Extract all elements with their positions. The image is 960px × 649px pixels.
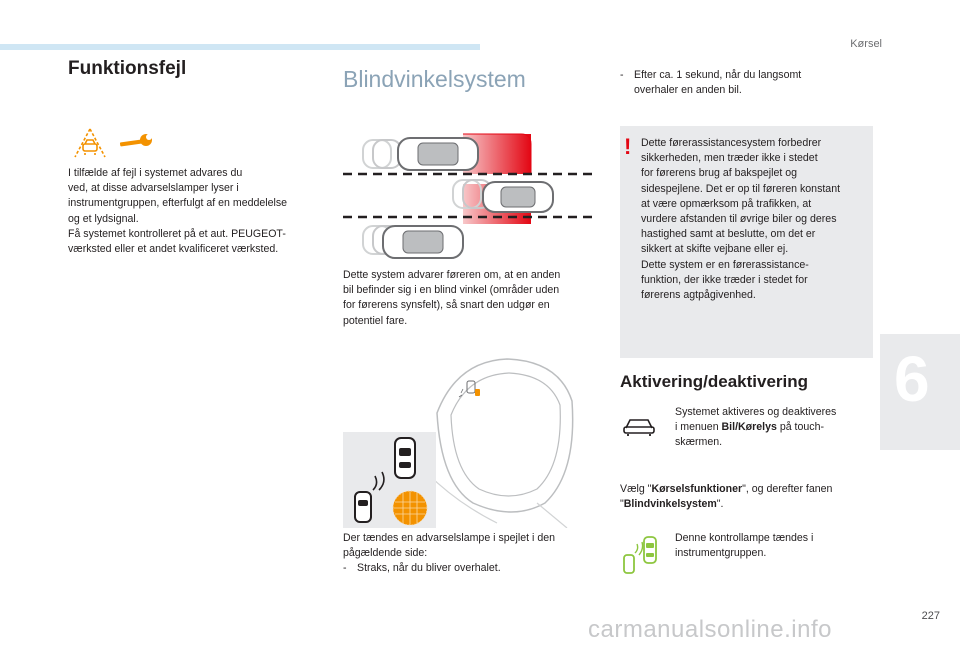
list-item-continued [620, 68, 870, 98]
text-line [620, 497, 875, 512]
text-line: sikkerheden, men træder ikke i stedet [641, 152, 818, 165]
text-line [620, 482, 875, 497]
text-line: værksted eller et andet kvalificeret værksted. [68, 243, 279, 256]
warning-text [641, 136, 869, 303]
text-line: Få systemet kontrolleret på et aut. PEUGEOT- [68, 227, 286, 240]
text-line: Dette førerassistancesystem forbedrer [641, 137, 822, 149]
blind-spot-indicator-icon [620, 535, 662, 575]
page-title-blind-spot: Blindvinkelsystem [343, 66, 526, 92]
text-line: Systemet aktiveres og deaktiveres [675, 406, 837, 418]
text-line: og et lydsignal. [68, 212, 139, 225]
text-line: ved, at disse advarselslamper lyser i [68, 182, 239, 195]
passing-vehicle-pictogram-icon [355, 492, 371, 522]
text-fragment: ". [716, 498, 724, 511]
blind-spot-diagram [343, 122, 598, 262]
malfunction-paragraph [68, 166, 323, 257]
orange-indicator-light [393, 491, 427, 525]
text-line: sikkert at skifte vejbane eller ej. [641, 243, 789, 256]
text-line: bil befinder sig i en blind vinkel (områder uden [343, 284, 560, 297]
header-accent-bar [0, 44, 480, 50]
activation-paragraph [675, 405, 860, 451]
vehicle-pictogram-icon [395, 438, 415, 478]
text-line: instrumentgruppen. [675, 547, 767, 560]
text-line: skærmen. [675, 436, 723, 449]
chapter-number: 6 [894, 343, 930, 415]
selection-paragraph [620, 482, 875, 512]
indicator-paragraph [675, 531, 860, 561]
page-number: 227 [921, 610, 940, 622]
text-line: førerens agtpågivenhed. [641, 289, 756, 302]
list-item [620, 68, 870, 98]
wrench-icon [120, 134, 152, 147]
section-label: Kørsel [850, 38, 882, 50]
text-line: overhaler en anden bil. [634, 84, 742, 97]
mirror-lamp-closeup [343, 432, 436, 528]
text-fragment: Vælg " [620, 483, 652, 495]
text-line: funktion, der ikke træder i stedet for [641, 273, 808, 286]
list-item-text [634, 68, 801, 98]
list-item [343, 561, 593, 576]
text-line: I tilfælde af fejl i systemet advares du [68, 167, 243, 179]
text-line: Dette system advarer føreren om, at en anden [343, 269, 561, 281]
text-line: at være opmærksom på trafikken, at [641, 197, 812, 210]
text-line [675, 420, 860, 435]
text-line: for førerens synsfelt), så snart den udgør en [343, 299, 550, 312]
menu-name: Bil/Kørelys [721, 421, 777, 434]
text-line: hastighed samt at beslutte, om det er [641, 228, 816, 241]
car-settings-icon [622, 415, 656, 437]
text-line: sidespejlene. Det er op til føreren konstant [641, 182, 841, 195]
text-line: instrumentgruppen, efterfulgt af en meddelelse [68, 197, 288, 210]
mirror-lamp-paragraph [343, 531, 593, 577]
text-line: for førerens brug af bakspejlet og [641, 167, 798, 180]
text-line: vurdere afstanden til øvrige biler og deres [641, 213, 837, 226]
text-line: Der tændes en advarselslampe i spejlet i den [343, 532, 555, 544]
text-line: Dette system er en førerassistance- [641, 258, 809, 271]
watermark: carmanualsonline.info [588, 616, 832, 643]
text-line: potentiel fare. [343, 314, 408, 327]
passed-car-icon [363, 226, 463, 258]
list-bullet: - [620, 69, 624, 81]
text-fragment: " [620, 498, 624, 511]
menu-name: Kørselsfunktioner [651, 483, 743, 495]
tab-name: Blindvinkelsystem [623, 498, 717, 511]
text-line: pågældende side: [343, 547, 428, 560]
section-title-malfunction: Funktionsfejl [68, 58, 187, 79]
text-line: Denne kontrollampe tændes i [675, 532, 814, 544]
text-fragment: på touch- [776, 421, 824, 434]
warning-exclamation-icon: ! [624, 134, 632, 159]
warning-triangle-car-icon [75, 129, 105, 157]
malfunction-warning-lamps [70, 126, 160, 162]
text-fragment: i menuen [675, 421, 722, 434]
overtaking-car-icon [363, 138, 478, 170]
list-item-text: Straks, når du bliver overhalet. [357, 562, 501, 575]
side-mirror-illustration [427, 353, 587, 528]
blind-spot-intro [343, 268, 595, 329]
text-line: Efter ca. 1 sekund, når du langsomt [634, 69, 802, 81]
section-title-activation: Aktivering/deaktivering [620, 372, 809, 391]
text-fragment: ", og derefter fanen [742, 483, 833, 495]
list-bullet: - [343, 562, 347, 575]
